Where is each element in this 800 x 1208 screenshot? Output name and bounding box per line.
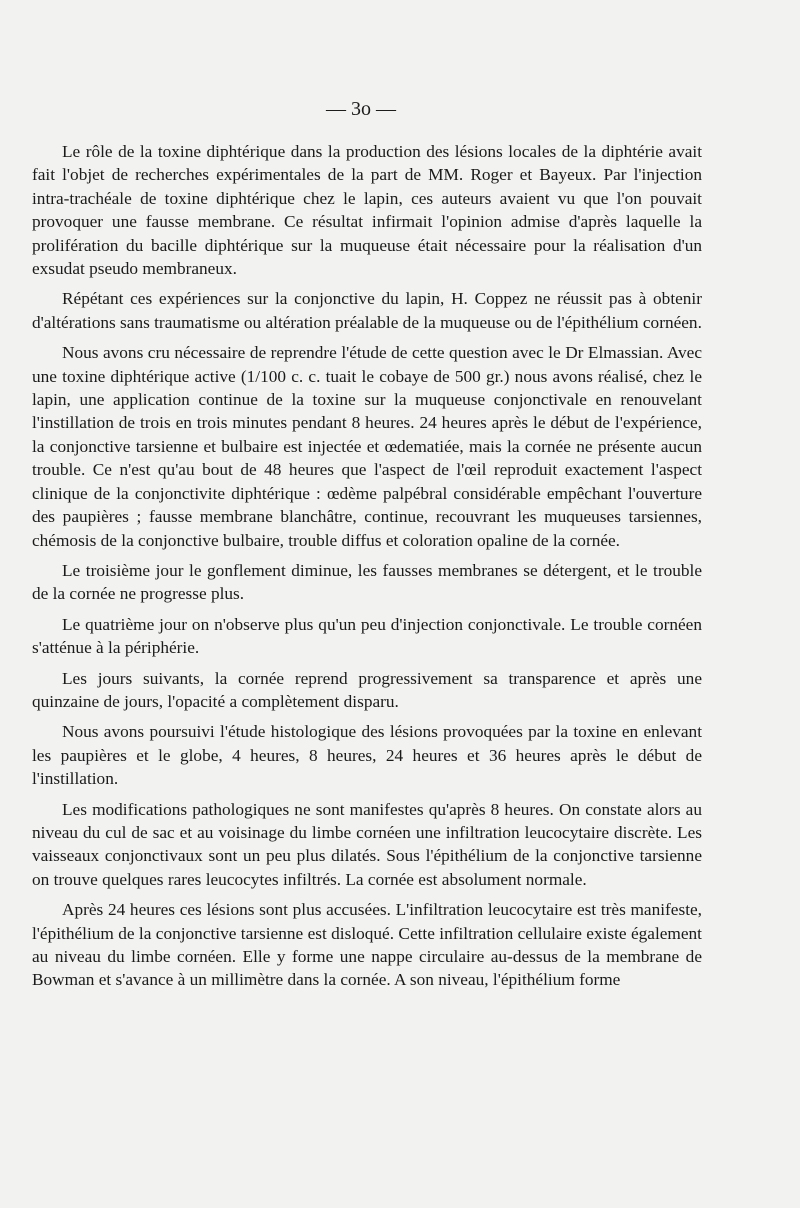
- paragraph-9: Après 24 heures ces lésions sont plus accusées. L'infiltration leucocytaire est très manifeste, l'épithélium de la conjonctive tarsienne est disloqué. Cette infiltration cellulaire existe également au niveau du limbe cornéen. Elle y forme une nappe circulaire au-dessus de la membrane de Bowman et s'avance à un millimètre dans la cornée. A son niveau, l'épithélium forme: [32, 900, 702, 990]
- body-text: [32, 140, 702, 999]
- paragraph-4: Le troisième jour le gonflement diminue, les fausses membranes se détergent, et le trouble de la cornée ne progresse plus.: [32, 560, 702, 604]
- paragraph-5: Le quatrième jour on n'observe plus qu'un peu d'injection conjonctivale. Le trouble cornéen s'atténue à la périphérie.: [32, 614, 702, 658]
- paragraph-1: Le rôle de la toxine diphtérique dans la production des lésions locales de la diphtérie avait fait l'objet de recherches expérimentales de la part de MM. Roger et Bayeux. Par l'injection intra-trachéale de toxine diphtérique chez le lapin, ces auteurs avaient vu que l'on pouvait provoquer une fausse membrane. Ce résultat infirmait l'opinion admise d'après laquelle la prolifération du bacille diphtérique sur la muqueuse était nécessaire pour la réalisation d'un exsudat pseudo membraneux.: [32, 142, 702, 279]
- paragraph-6: Les jours suivants, la cornée reprend progressivement sa transparence et après une quinzaine de jours, l'opacité a complètement disparu.: [32, 668, 702, 711]
- paragraph-8: Les modifications pathologiques ne sont manifestes qu'après 8 heures. On constate alors au niveau du cul de sac et au voisinage du limbe cornéen une infiltration leucocytaire discrète. Les vaisseaux conjonctivaux sont un peu plus dilatés. Sous l'épithélium de la conjonctive tarsienne on trouve quelques rares leucocytes infiltrés. La cornée est absolument normale.: [32, 799, 702, 889]
- paragraph-2: Répétant ces expériences sur la conjonctive du lapin, H. Coppez ne réussit pas à obtenir d'altérations sans traumatisme ou altération préalable de la muqueuse ou de l'épithélium cornéen.: [32, 289, 702, 332]
- page-number: — 3o —: [326, 98, 396, 120]
- paragraph-3: Nous avons cru nécessaire de reprendre l'étude de cette question avec le Dr Elmassian. Avec une toxine diphtérique active (1/100 c. c. tuait le cobaye de 500 gr.) nous avons réalisé, chez le lapin, une application continue de la toxine sur la muqueuse conjonctivale en renouvelant l'instillation de trois en trois minutes pendant 8 heures. 24 heures après le début de l'expérience, la conjonctive tarsienne et bulbaire est injectée et œdematiée, mais la cornée ne présente aucun trouble. Ce n'est qu'au bout de 48 heures que l'aspect de l'œil reproduit exactement l'aspect clinique de la conjonctivite diphtérique : œdème palpébral considérable empêchant l'ouverture des paupières ; fausse membrane blanchâtre, continue, recouvrant les muqueuses tarsiennes, chémosis de la conjonctive bulbaire, trouble diffus et coloration opaline de la cornée.: [32, 343, 702, 550]
- paragraph-7: Nous avons poursuivi l'étude histologique des lésions provoquées par la toxine en enlevant les paupières et le globe, 4 heures, 8 heures, 24 heures et 36 heures après le début de l'instillation.: [32, 722, 702, 789]
